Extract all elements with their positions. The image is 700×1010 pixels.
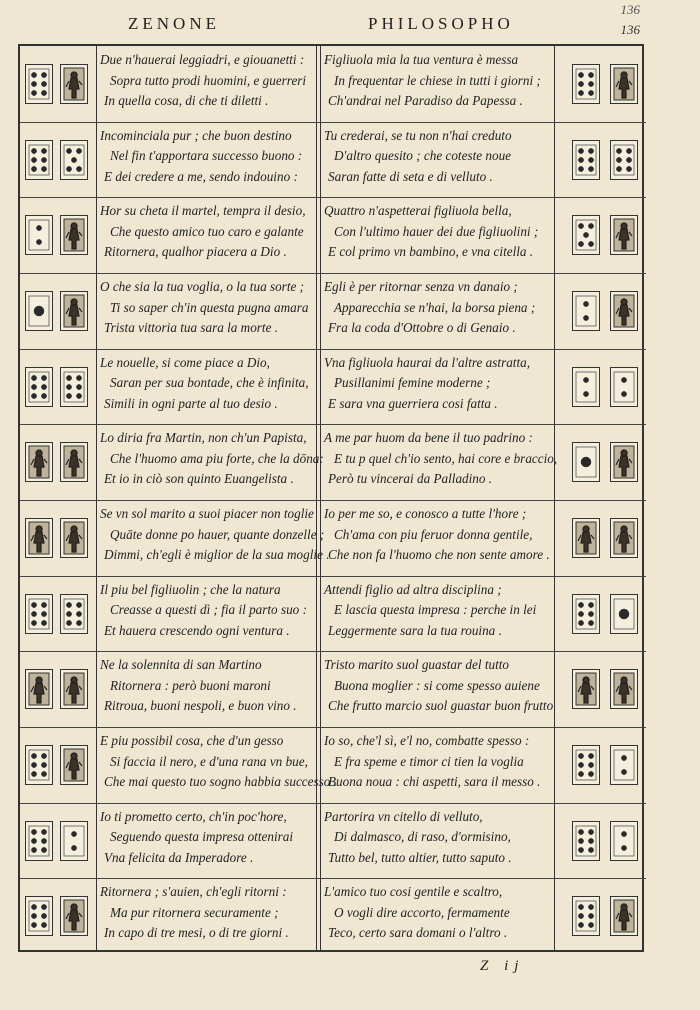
dice-card (572, 821, 600, 861)
running-head (0, 14, 700, 38)
verse-line: Che frutto marcio suol guastar buon frutto (328, 698, 554, 714)
woodcut-figure-icon (61, 292, 87, 330)
verse-line: Buona noua : chi aspetti, sara il messo . (328, 774, 541, 789)
figure-card (25, 669, 53, 709)
dice-card (572, 64, 600, 104)
verse-line: Però tu vincerai da Palladino . (328, 471, 493, 487)
figure-card (572, 669, 600, 709)
column-rule (320, 46, 323, 950)
verse-left (100, 807, 293, 869)
page-number: 136 (620, 22, 640, 37)
verse-line: Creasse a questi dì ; fia il parto suo : (110, 602, 307, 618)
figure-card (25, 518, 53, 558)
verse-line: Sopra tutto prodi huomini, e guerreri (110, 72, 307, 88)
verse-right (324, 655, 553, 717)
woodcut-figure-icon (26, 670, 52, 708)
verse-line: Ritornera : però buoni maroni (110, 677, 271, 693)
dice-pips-icon (573, 443, 599, 481)
verse-line: Saran per sua bontade, che è infinita, (110, 375, 309, 391)
verse-line: E sara vna guerriera cosi fatta . (328, 395, 498, 411)
dice-pips-icon (611, 141, 637, 179)
verse-left (100, 428, 324, 490)
verse-line: Le nouelle, si come piace a Dio, (100, 354, 270, 370)
dice-card (572, 745, 600, 785)
verse-line: A me par huom da bene il tuo padrino : (324, 430, 533, 446)
dice-card (610, 140, 638, 180)
verse-line: Ch'ama con piu feruor donna gentile, (334, 526, 533, 542)
verse-left (100, 731, 337, 793)
dice-card (25, 367, 53, 407)
row-rule (20, 576, 646, 577)
dice-card (572, 442, 600, 482)
dice-pips-icon (573, 595, 599, 633)
verse-right (324, 807, 512, 869)
figure-card (610, 215, 638, 255)
dice-card (60, 367, 88, 407)
verse-right (324, 50, 541, 112)
verse-line: Partorira vn citello di velluto, (324, 808, 483, 824)
woodcut-figure-icon (61, 897, 87, 935)
figure-card (60, 291, 88, 331)
row-rule (20, 273, 646, 274)
verse-line: E lascia questa impresa : perche in lei (334, 602, 537, 618)
running-head-right: PHILOSOPHO (368, 14, 514, 33)
verse-left (100, 277, 308, 339)
running-head-left: ZENONE (128, 14, 220, 33)
dice-card (25, 594, 53, 634)
verse-line: Che questo amico tuo caro e galante (110, 223, 304, 239)
figure-card (60, 442, 88, 482)
verse-line: Se vn sol marito a suoi piacer non toglie (100, 506, 314, 521)
row-rule (20, 122, 646, 123)
verse-line: Leggermente sara la tua rouina . (328, 622, 502, 638)
dice-pips-icon (573, 65, 599, 103)
woodcut-figure-icon (611, 897, 637, 935)
woodcut-figure-icon (61, 216, 87, 254)
verse-line: Lo diria fra Martin, non ch'un Papista, (100, 430, 307, 446)
verse-line: O che sia la tua voglia, o la tua sorte ; (100, 279, 305, 294)
dice-card (572, 140, 600, 180)
verse-left (100, 50, 306, 112)
dice-pips-icon (611, 368, 637, 406)
woodcut-figure-icon (61, 65, 87, 103)
dice-pips-icon (61, 822, 87, 860)
dice-card (610, 367, 638, 407)
verse-left (100, 353, 309, 415)
verse-line: Fra la coda d'Ottobre o di Genaio . (328, 320, 516, 335)
woodcut-figure-icon (26, 443, 52, 481)
verse-line: Ti so saper ch'in questa pugna amara (110, 299, 309, 315)
dice-pips-icon (573, 216, 599, 254)
woodcut-figure-icon (611, 292, 637, 330)
woodcut-figure-icon (61, 670, 87, 708)
verse-line: E dei credere a me, sendo indouino : (104, 168, 298, 184)
verse-right (324, 882, 510, 944)
verse-line: D'altro quesito ; che coteste noue (334, 148, 512, 164)
dice-pips-icon (611, 595, 637, 633)
dice-pips-icon (611, 746, 637, 784)
dice-pips-icon (573, 292, 599, 330)
dice-card (25, 215, 53, 255)
row-rule (20, 349, 646, 350)
figure-card (60, 896, 88, 936)
row-rule (20, 878, 646, 879)
dice-pips-icon (573, 897, 599, 935)
verse-line: Vna figliuola haurai da l'altre astratta, (324, 354, 531, 370)
verse-line: Quāte donne po hauer, quante donzelle ; (110, 526, 325, 542)
verse-line: Et hauera crescendo ogni ventura . (104, 622, 290, 638)
dice-pips-icon (26, 141, 52, 179)
verse-line: Ma pur ritornera securamente ; (110, 904, 279, 920)
verse-line: E piu possibil cosa, che d'un gesso (100, 733, 284, 748)
figure-card (572, 518, 600, 558)
verse-line: Incominciala pur ; che buon destino (100, 127, 292, 143)
verse-left (100, 655, 297, 717)
verse-line: Tu crederai, se tu non n'hai creduto (324, 127, 512, 143)
woodcut-figure-icon (26, 519, 52, 557)
verse-line: Si faccia il nero, e d'una rana vn bue, (110, 753, 308, 769)
dice-card (25, 64, 53, 104)
dice-pips-icon (61, 141, 87, 179)
verse-line: In quella cosa, di che ti diletti . (104, 93, 269, 108)
row-rule (20, 197, 646, 198)
verse-line: Tutto bel, tutto altier, tutto saputo . (328, 849, 512, 865)
dice-card (610, 745, 638, 785)
dice-card (572, 367, 600, 407)
verse-line: Saran fatte di seta e di velluto . (328, 168, 493, 184)
dice-pips-icon (573, 822, 599, 860)
verse-line: Simili in ogni parte al tuo desio . (104, 395, 278, 411)
verse-right (324, 731, 540, 793)
verse-line: Apparecchia se n'hai, la borsa piena ; (334, 299, 536, 315)
verse-line: Vna felicita da Imperadore . (104, 849, 254, 865)
verse-line: In capo di tre mesi, o di tre giorni . (104, 925, 289, 941)
woodcut-figure-icon (611, 65, 637, 103)
dice-pips-icon (26, 897, 52, 935)
verse-right (324, 504, 550, 566)
verse-line: Io per me so, e conosco a tutte l'hore ; (324, 506, 527, 521)
dice-card (25, 896, 53, 936)
verse-left (100, 504, 330, 566)
verse-line: In frequentar le chiese in tutti i giorni ; (334, 72, 541, 88)
dice-pips-icon (26, 822, 52, 860)
dice-card (572, 594, 600, 634)
dice-card (610, 594, 638, 634)
row-rule (20, 803, 646, 804)
verse-line: Io so, che'l sì, e'l no, combatte spesso : (324, 733, 530, 748)
dice-card (60, 594, 88, 634)
verse-line: Teco, certo sara domani o l'altro . (328, 925, 508, 941)
dice-card (572, 215, 600, 255)
dice-pips-icon (573, 141, 599, 179)
verse-line: Due n'hauerai leggiadri, e giouanetti : (100, 52, 305, 67)
verse-line: O vogli dire accorto, fermamente (334, 904, 510, 920)
verse-line: Ritroua, buoni nespoli, e buon vino . (104, 698, 297, 714)
verse-line: Io ti prometto certo, ch'in poc'hore, (100, 808, 287, 824)
verse-line: Ritornera, qualhor piacera a Dio . (104, 244, 287, 260)
dice-card (25, 140, 53, 180)
verse-left (100, 201, 306, 263)
verse-line: E fra speme e timor ci tien la voglia (334, 753, 524, 769)
dice-pips-icon (26, 292, 52, 330)
dice-card (60, 821, 88, 861)
dice-pips-icon (26, 216, 52, 254)
verse-line: Di dalmasco, di raso, d'ormisino, (334, 829, 511, 845)
verse-line: Il piu bel figliuolin ; che la natura (100, 581, 281, 597)
catchword: Z ij (480, 958, 525, 974)
figure-card (610, 442, 638, 482)
dice-card (25, 821, 53, 861)
figure-card (60, 215, 88, 255)
woodcut-figure-icon (573, 519, 599, 557)
dice-pips-icon (611, 822, 637, 860)
verse-line: Che l'huomo ama piu forte, che la dōna: (110, 450, 324, 466)
verse-right (324, 201, 538, 263)
dice-pips-icon (573, 746, 599, 784)
verse-line: Attendi figlio ad altra disciplina ; (324, 581, 502, 597)
verse-line: Tristo marito suol guastar del tutto (324, 657, 510, 673)
figure-card (610, 64, 638, 104)
verse-line: Buona moglier : si come spesso auiene (334, 677, 540, 693)
figure-card (610, 291, 638, 331)
verse-line: Ne la solennita di san Martino (100, 657, 262, 673)
table-frame (18, 44, 644, 952)
woodcut-figure-icon (611, 443, 637, 481)
column-rule (96, 46, 97, 950)
verse-right (324, 353, 530, 415)
verse-line: Quattro n'aspetterai figliuola bella, (324, 203, 512, 219)
dice-pips-icon (61, 368, 87, 406)
page-number-handwritten: 136 (620, 2, 640, 17)
dice-card (25, 745, 53, 785)
figure-card (610, 896, 638, 936)
verse-line: L'amico tuo cosi gentile e scaltro, (324, 884, 503, 900)
verse-right (324, 126, 512, 188)
dice-pips-icon (26, 595, 52, 633)
verse-line: Hor su cheta il martel, tempra il desio, (100, 203, 306, 219)
dice-card (60, 140, 88, 180)
verse-line: Con l'ultimo hauer dei due figliuolini ; (334, 223, 539, 239)
verse-right (324, 428, 557, 490)
dice-pips-icon (26, 746, 52, 784)
verse-line: Ch'andrai nel Paradiso da Papessa . (328, 93, 523, 108)
verse-line: Che non fa l'huomo che non sente amore . (328, 547, 550, 562)
dice-pips-icon (573, 368, 599, 406)
verse-right (324, 580, 536, 642)
verse-right (324, 277, 535, 339)
woodcut-figure-icon (611, 519, 637, 557)
woodcut-figure-icon (611, 216, 637, 254)
dice-card (25, 291, 53, 331)
dice-card (610, 821, 638, 861)
verse-line: Che mai questo tuo sogno habbia successo . (104, 774, 337, 789)
row-rule (20, 727, 646, 728)
verse-left (100, 580, 307, 642)
dice-pips-icon (61, 595, 87, 633)
dice-card (572, 896, 600, 936)
figure-card (25, 442, 53, 482)
verse-line: E tu p quel ch'io sento, hai core e braccio, (334, 450, 558, 466)
verse-line: E col primo vn bambino, e vna citella . (328, 244, 534, 260)
woodcut-figure-icon (61, 746, 87, 784)
dice-pips-icon (26, 65, 52, 103)
verse-left (100, 882, 289, 944)
woodcut-figure-icon (61, 443, 87, 481)
column-rule (554, 46, 555, 950)
verse-line: Ritornera ; s'auien, ch'egli ritorni : (100, 884, 287, 900)
verse-line: Figliuola mia la tua ventura è messa (324, 52, 519, 67)
row-rule (20, 500, 646, 501)
verse-line: Trista vittoria tua sara la morte . (104, 320, 279, 335)
verse-left (100, 126, 302, 188)
verse-line: Nel fin t'apportara successo buono : (110, 148, 303, 164)
verse-line: Egli è per ritornar senza vn danaio ; (324, 279, 518, 294)
dice-card (572, 291, 600, 331)
figure-card (610, 518, 638, 558)
verse-line: Pusillanimi femine moderne ; (334, 375, 491, 391)
woodcut-figure-icon (573, 670, 599, 708)
woodcut-figure-icon (611, 670, 637, 708)
column-rule (316, 46, 319, 950)
figure-card (610, 669, 638, 709)
verse-line: Et io in ciò son quinto Euangelista . (104, 471, 294, 487)
figure-card (60, 669, 88, 709)
figure-card (60, 64, 88, 104)
row-rule (20, 424, 646, 425)
figure-card (60, 518, 88, 558)
verse-line: Seguendo questa impresa ottenirai (110, 829, 294, 845)
figure-card (60, 745, 88, 785)
woodcut-figure-icon (61, 519, 87, 557)
verse-line: Dimmi, ch'egli è miglior de la sua moglie . (104, 547, 330, 562)
row-rule (20, 651, 646, 652)
dice-pips-icon (26, 368, 52, 406)
